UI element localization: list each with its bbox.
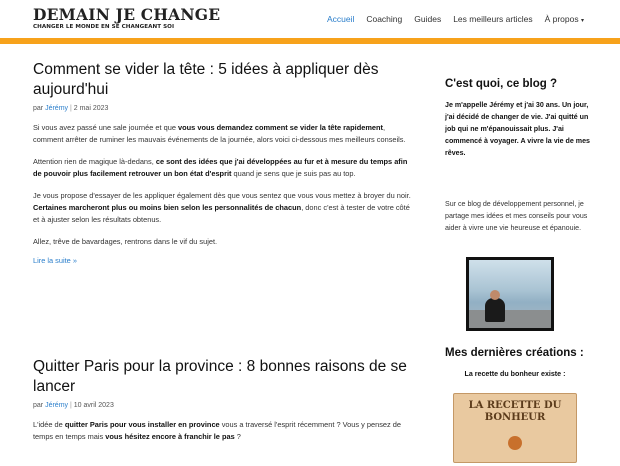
header-accent-bar (0, 38, 620, 44)
photo-head (490, 290, 500, 300)
post-date: 10 avril 2023 (73, 402, 114, 409)
text-span: , comment arrêter de ruminer les mauvais événements de la journée, alors voici ci-dessous mes meilleurs conseils. (33, 123, 406, 144)
chevron-down-icon: ▾ (580, 18, 584, 24)
badge-icon (508, 436, 522, 450)
author-photo (466, 257, 554, 331)
main-nav (315, 14, 584, 24)
excerpt-paragraph (33, 419, 415, 443)
post-author[interactable]: Jérémy (45, 402, 69, 409)
bold-span: Certaines marcheront plus ou moins bien selon les personnalités de chacun (33, 203, 302, 212)
bold-span: ce sont des idées que j'ai développées au fur et à mesure du temps afin de pouvoir plus facilement retrouver un bon état d'esprit (33, 157, 408, 178)
text-span: ? (234, 432, 241, 441)
post-author[interactable]: Jérémy (45, 105, 69, 112)
nav-coaching[interactable]: Coaching (366, 14, 403, 24)
post-title[interactable]: Comment se vider la tête : 5 idées à appliquer dès aujourd'hui (33, 61, 379, 98)
text-span: vous a traversé l'esprit récemment ? Vous y pensez de temps en temps mais (33, 420, 402, 441)
post-date: 2 mai 2023 (73, 105, 109, 112)
post-excerpt (33, 122, 415, 248)
post-meta: par Jérémy | 10 avril 2023 (33, 402, 114, 409)
post-article-1 (33, 60, 415, 268)
read-more-link[interactable]: Lire la suite » (33, 256, 77, 265)
meta-prefix: par (33, 105, 44, 112)
sidebar-heading: C'est quoi, ce blog ? (445, 78, 557, 90)
photo-person (485, 298, 505, 322)
excerpt-paragraph (33, 190, 415, 226)
book-title: LA RECETTE DU BONHEUR (468, 400, 562, 423)
logo-tagline: CHANGER LE MONDE EN SE CHANGEANT SOI (33, 24, 175, 30)
post-meta: par Jérémy | 2 mai 2023 (33, 105, 109, 112)
text-span: Attention rien de magique là-dedans, (33, 157, 156, 166)
post-title[interactable]: Quitter Paris pour la province : 8 bonnes raisons de se lancer (33, 358, 407, 395)
site-logo[interactable] (33, 6, 220, 30)
excerpt-paragraph (33, 122, 415, 146)
post-article-2 (33, 357, 415, 443)
logo-title: DEMAIN JE CHANGE (33, 5, 221, 24)
text-span: Je vous propose d'essayer de les appliquer également dès que vous sentez que vous vous mettez à broyer du noir. (33, 191, 411, 200)
bold-span: vous vous demandez comment se vider la tête rapidement (178, 123, 383, 132)
meta-prefix: par (33, 402, 44, 409)
nav-guides[interactable]: Guides (414, 14, 442, 24)
nav-meilleurs-articles[interactable]: Les meilleurs articles (453, 14, 533, 24)
sidebar (445, 78, 595, 463)
site-header (0, 0, 620, 40)
sidebar-subheading: La recette du bonheur existe : (464, 370, 566, 378)
nav-a-propos-label: À propos (544, 14, 579, 24)
book-cover[interactable] (453, 393, 577, 463)
photo-image (469, 260, 551, 328)
sidebar-heading-creations: Mes dernières créations : (445, 347, 584, 359)
text-span: , donc c'est à tester de votre côté et à ajuster selon les résultats obtenus. (33, 203, 410, 224)
bold-span: vous hésitez encore à franchir le pas (105, 432, 235, 441)
nav-a-propos[interactable] (545, 14, 584, 24)
sidebar-about: Je m'appelle Jérémy et j'ai 30 ans. Un jour, j'ai décidé de changer de vie. J'ai quitté un job qui ne m'épanouissait plus. J'ai commencé à voyager. A vivre la vie de mes rêves. (445, 101, 590, 157)
photo-rock (469, 310, 551, 328)
bold-span: quitter Paris pour vous installer en province (64, 420, 220, 429)
sidebar-description: Sur ce blog de développement personnel, je partage mes idées et mes conseils pour vous aider à vivre une vie heureuse et épanouie. (445, 200, 588, 232)
post-excerpt (33, 419, 415, 443)
excerpt-paragraph: Allez, trêve de bavardages, rentrons dans le vif du sujet. (33, 237, 218, 246)
text-span: Si vous avez passé une sale journée et que (33, 123, 179, 132)
text-span: quand je sens que je suis pas au top. (231, 169, 356, 178)
text-span: L'idée de (33, 420, 65, 429)
excerpt-paragraph (33, 156, 415, 180)
nav-accueil[interactable]: Accueil (326, 14, 355, 24)
